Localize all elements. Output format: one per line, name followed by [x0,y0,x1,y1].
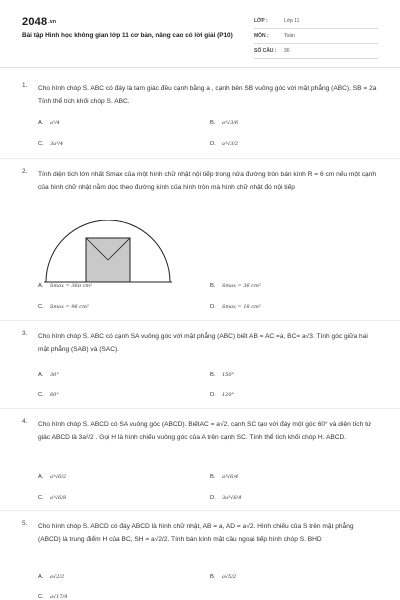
option-value: a√2/2 [50,574,65,580]
document-meta [254,15,378,60]
option-value: Smax = 96 cm² [50,304,89,310]
option-value: a³√6/8 [50,495,67,501]
meta-label: MÔN : [254,33,269,39]
question-number: 2. [22,168,28,175]
option-label: C. [38,392,44,398]
option-value: 3a³√6/4 [222,495,242,501]
option-a[interactable] [38,574,64,580]
option-d[interactable] [210,304,261,310]
option-label: B. [210,283,216,289]
meta-label: SỐ CÂU : [254,48,277,54]
option-d[interactable] [210,392,234,398]
question-3 [22,330,382,410]
option-a[interactable] [38,474,66,480]
question-divider [0,408,400,409]
option-value: Smax = 18 cm² [222,304,261,310]
logo-text: 2048 [22,16,48,28]
option-b[interactable] [210,372,234,378]
option-value: 30° [50,372,59,378]
option-c[interactable] [38,594,67,600]
option-value: 60° [50,392,59,398]
option-label: C. [38,304,44,310]
meta-label: LỚP : [254,18,268,24]
question-divider [0,158,400,159]
question-text: Cho hình chóp S. ABC có cạnh SA vuông góc với mặt phẳng (ABC) biết AB = AC =a, BC= a√3. Tính góc giữa hai mặt phẳng (SAB) và (SAC). [38,333,368,353]
question-divider [0,510,400,511]
question-number: 1. [22,82,28,89]
meta-row-class [254,15,378,29]
question-text: Cho hình chóp S. ABC có đáy là tam giác đều cạnh bằng a , cạnh bên SB vuông góc với mặt phẳng (ABC), SB = 2a Tính thể tích khối chóp S. ABC. [38,85,377,105]
option-label: A. [38,474,44,480]
question-text: Tính diện tích lớn nhất Smax của một hình chữ nhật nội tiếp trong nửa đường tròn bán kính R = 6 cm nếu một cạnh của hình chữ nhật nằm dọc theo đường kính của hình tròn mà hình chữ nhật đó nội tiếp [38,171,377,191]
option-value: 120° [222,392,235,398]
question-4 [22,418,382,508]
meta-value: Lớp 11 [284,18,300,24]
option-label: D. [210,141,216,147]
option-label: B. [210,474,216,480]
option-label: D. [210,304,216,310]
option-c[interactable] [38,141,63,147]
option-label: C. [38,495,44,501]
logo-suffix: .vn [48,19,57,26]
option-value: 150° [222,372,235,378]
option-a[interactable] [38,372,59,378]
meta-value: Toán [284,33,295,39]
option-label: B. [210,120,216,126]
option-c[interactable] [38,392,59,398]
option-c[interactable] [38,304,89,310]
option-label: A. [38,372,44,378]
question-1 [22,82,382,162]
option-label: A. [38,574,44,580]
option-c[interactable] [38,495,66,501]
option-value: a³√6/4 [222,474,239,480]
option-a[interactable] [38,283,92,289]
option-value: a³√6/2 [50,474,67,480]
option-label: A. [38,120,44,126]
option-a[interactable] [38,120,60,126]
option-value: a³√3/6 [222,120,239,126]
option-value: Smax = 36π cm² [50,283,93,289]
option-label: A. [38,283,44,289]
option-value: 3a³/4 [50,141,64,147]
option-b[interactable] [210,120,238,126]
meta-value: 30 [284,48,290,54]
question-text: Cho hình chóp S. ABCD có SA vuông góc (ABCD). BiếtAC = a√2, cạnh SC tạo với đáy một góc 60° và diện tích tứ giác ABCD là 3a²/2 . Gọi H là hình chiếu vuông góc của A trên cạnh SC. Tính thể tích khối chóp H. ABCD. [38,421,372,441]
header-divider [0,67,400,68]
question-2 [22,168,382,318]
option-b[interactable] [210,474,238,480]
semicircle-figure [44,220,174,288]
question-divider [0,320,400,321]
option-value: a³/4 [50,120,60,126]
option-value: Smax = 36 cm² [222,283,261,289]
question-number: 5. [22,520,28,527]
question-text: Cho hình chóp S. ABCD có đáy ABCD là hình chữ nhật, AB = a, AD = a√2. Hình chiếu của S trên mặt phẳng (ABCD) là trung điểm H của BC, SH = a√2/2. Tính bán kính mặt cầu ngoại tiếp hình chóp S. BHD [38,523,354,543]
option-label: C. [38,594,44,600]
question-number: 4. [22,418,28,425]
option-label: B. [210,574,216,580]
option-value: a³√3/2 [222,141,239,147]
meta-row-subject [254,30,378,44]
site-logo[interactable] [22,16,56,28]
question-number: 3. [22,330,28,337]
page-header [0,0,400,66]
option-b[interactable] [210,574,236,580]
option-label: C. [38,141,44,147]
option-d[interactable] [210,495,241,501]
option-label: D. [210,392,216,398]
option-label: B. [210,372,216,378]
option-value: a√5/2 [222,574,237,580]
option-b[interactable] [210,283,261,289]
meta-row-count [254,45,378,59]
option-d[interactable] [210,141,238,147]
question-5 [22,520,382,600]
option-value: a√17/4 [50,594,68,600]
document-title: Bài tập Hình học không gian lớp 11 cơ bản, nâng cao có lời giải (P10) [22,32,233,39]
option-label: D. [210,495,216,501]
